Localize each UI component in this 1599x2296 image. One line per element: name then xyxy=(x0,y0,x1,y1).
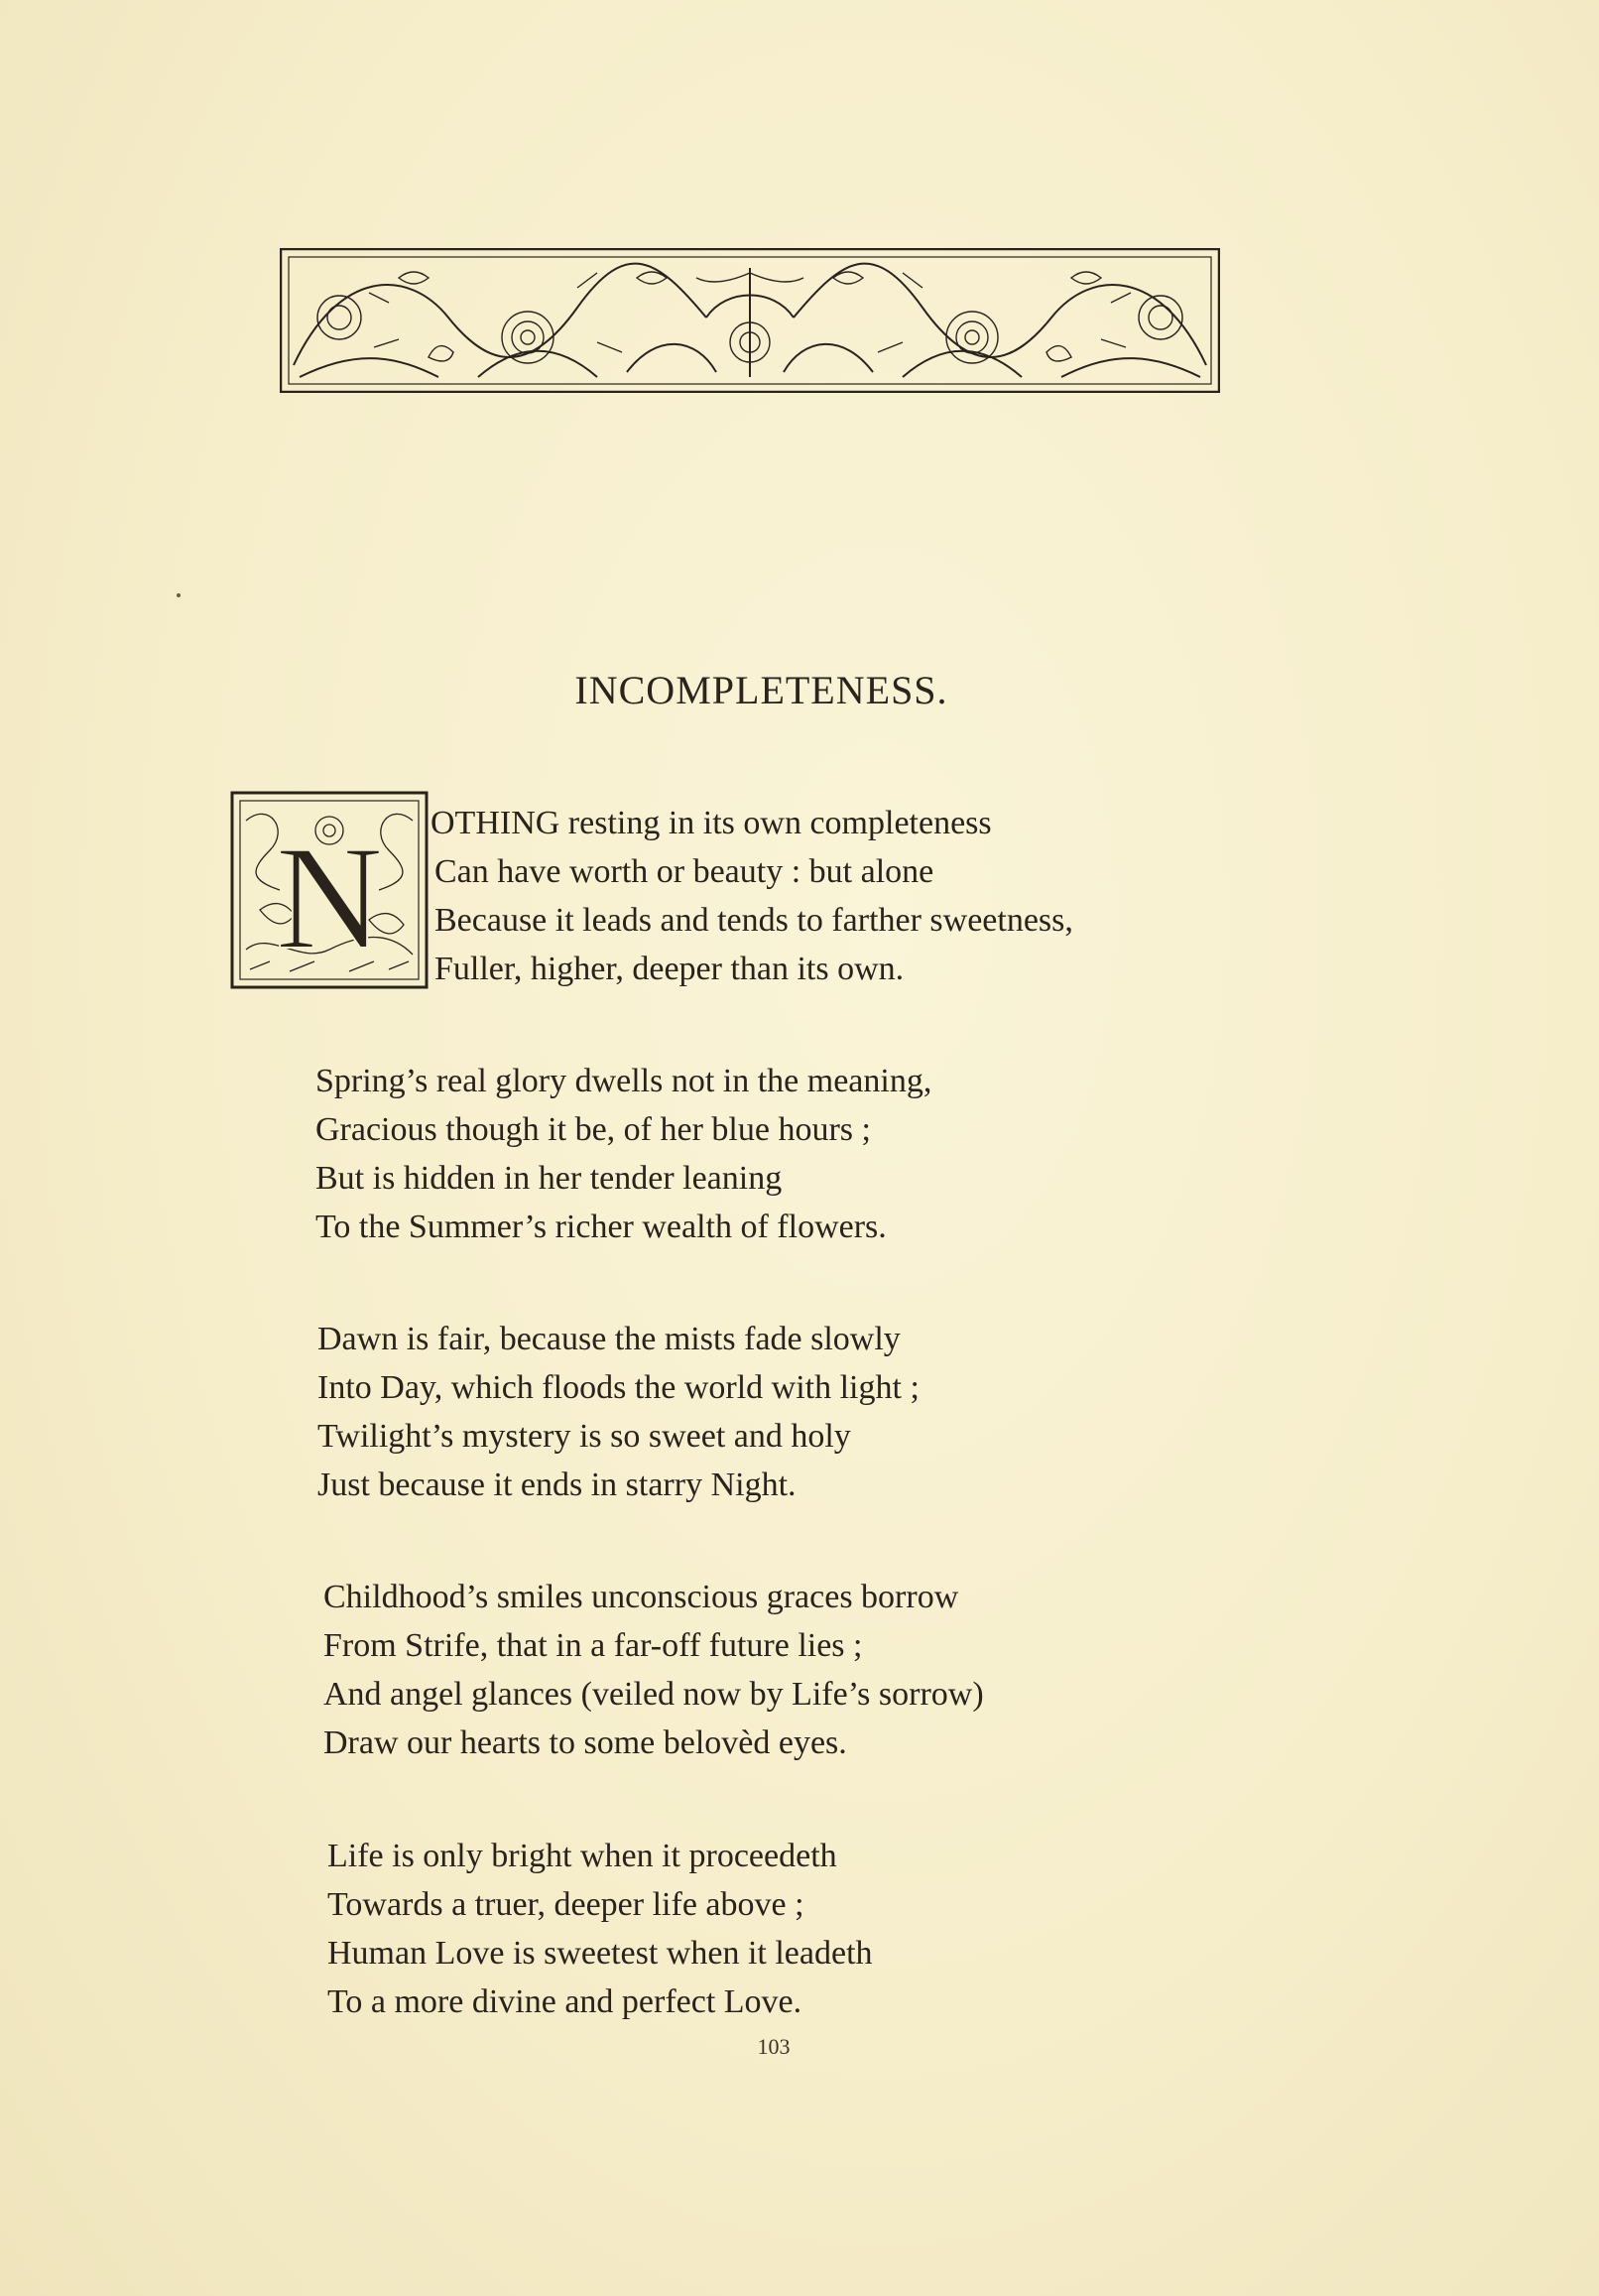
stanza-line: Just because it ends in starry Night. xyxy=(317,1467,797,1503)
stanza-2 xyxy=(315,1057,931,1251)
stanza-3 xyxy=(317,1315,920,1509)
poem-title: INCOMPLETENESS. xyxy=(574,668,948,712)
paper-speck xyxy=(177,593,181,597)
stanza-1 xyxy=(430,799,1073,993)
stanza-line: Life is only bright when it proceedeth xyxy=(327,1838,837,1874)
stanza-line: Fuller, higher, deeper than its own. xyxy=(434,951,905,987)
drop-cap-drawing xyxy=(230,791,429,989)
headpiece-drawing xyxy=(280,248,1220,393)
drop-cap-letter: N xyxy=(275,816,384,980)
stanza-line: Twilight’s mystery is so sweet and holy xyxy=(317,1418,851,1455)
stanza-line: Can have worth or beauty : but alone xyxy=(434,853,934,890)
stanza-line: Because it leads and tends to farther sweetness, xyxy=(434,902,1073,939)
stanza-line: Towards a truer, deeper life above ; xyxy=(327,1886,804,1923)
stanza-line: To a more divine and perfect Love. xyxy=(327,1983,802,2020)
stanza-line: Draw our hearts to some belovèd eyes. xyxy=(323,1724,847,1761)
decorated-initial-n xyxy=(230,791,429,989)
page-number: 103 xyxy=(757,2034,791,2059)
stanza-line: Dawn is fair, because the mists fade slowly xyxy=(317,1321,901,1357)
floral-headpiece-ornament xyxy=(280,248,1220,393)
stanza-line: To the Summer’s richer wealth of flowers. xyxy=(315,1209,887,1245)
stanza-line: Into Day, which floods the world with light ; xyxy=(317,1369,920,1406)
stanza-4 xyxy=(323,1573,984,1767)
stanza-line: But is hidden in her tender leaning xyxy=(315,1160,783,1197)
stanza-line: Human Love is sweetest when it leadeth xyxy=(327,1935,873,1972)
stanza-line: Childhood’s smiles unconscious graces borrow xyxy=(323,1579,959,1615)
stanza-line: And angel glances (veiled now by Life’s sorrow) xyxy=(323,1676,984,1713)
stanza-line: From Strife, that in a far-off future lies ; xyxy=(323,1627,863,1664)
stanza-line: OTHING resting in its own completeness xyxy=(430,805,992,841)
stanza-5 xyxy=(327,1832,873,2026)
stanza-line: Spring’s real glory dwells not in the meaning, xyxy=(315,1063,932,1099)
stanza-line: Gracious though it be, of her blue hours ; xyxy=(315,1111,871,1148)
